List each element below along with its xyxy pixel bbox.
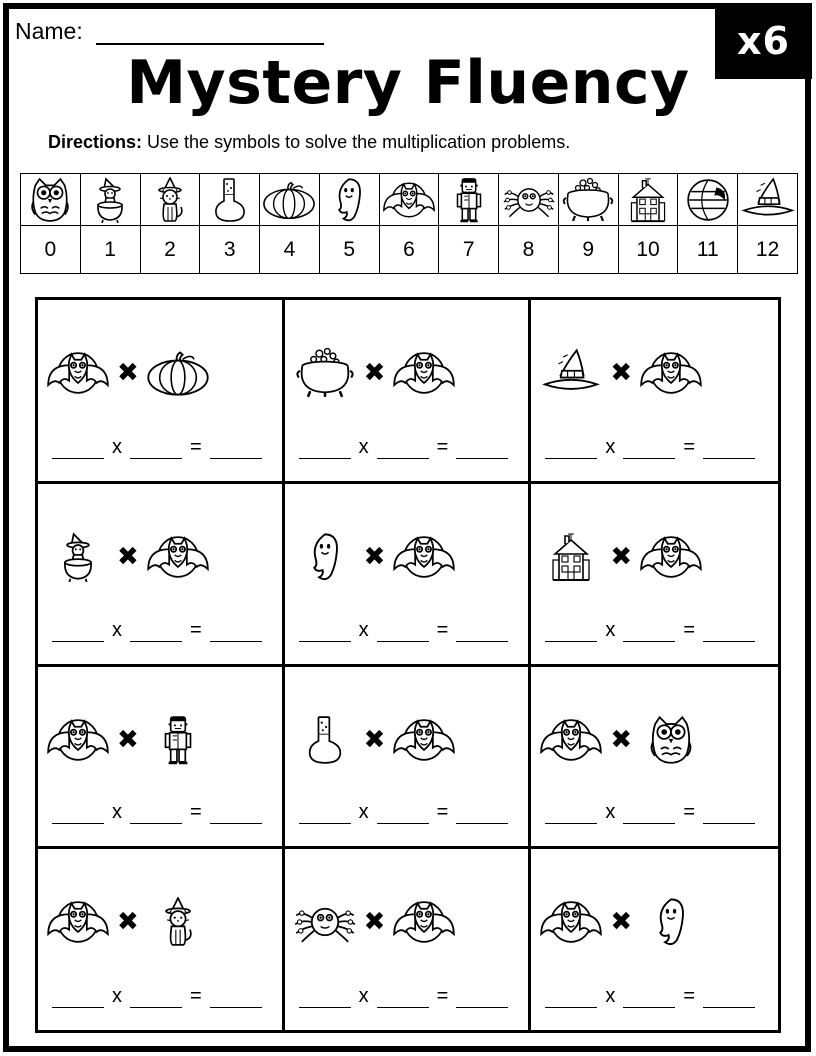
times-sign: x bbox=[605, 801, 616, 823]
bat-moon-icon bbox=[392, 897, 456, 947]
times-symbol: ✖ bbox=[610, 907, 633, 937]
key-column bbox=[21, 174, 81, 273]
product-blank[interactable] bbox=[456, 624, 508, 642]
bat-moon-icon bbox=[46, 897, 110, 947]
key-column bbox=[619, 174, 679, 273]
times-sign: x bbox=[358, 436, 369, 458]
key-symbol-cell bbox=[141, 174, 200, 226]
key-column bbox=[81, 174, 141, 273]
answer-equation bbox=[299, 985, 509, 1008]
equals-sign: = bbox=[436, 436, 449, 458]
product-blank[interactable] bbox=[703, 624, 755, 642]
factor-2-blank[interactable] bbox=[377, 441, 429, 459]
directions bbox=[48, 132, 570, 153]
factor-1-blank[interactable] bbox=[52, 441, 104, 459]
equals-sign: = bbox=[683, 801, 696, 823]
page-title: Mystery Fluency bbox=[126, 48, 690, 118]
key-value: 1 bbox=[104, 237, 116, 261]
key-symbol-cell bbox=[380, 174, 439, 226]
key-symbol-cell bbox=[559, 174, 618, 226]
times-sign: x bbox=[112, 436, 122, 458]
key-value: 7 bbox=[462, 237, 475, 261]
ghost-icon bbox=[322, 177, 376, 223]
problem-cell bbox=[531, 849, 778, 1030]
bat-moon-icon bbox=[46, 348, 110, 398]
times-sign: x bbox=[358, 619, 369, 641]
problem-cell bbox=[531, 300, 778, 484]
bat-moon-icon bbox=[382, 177, 436, 223]
key-column bbox=[200, 174, 260, 273]
problem-cell bbox=[38, 667, 285, 849]
key-column bbox=[738, 174, 797, 273]
equals-sign: = bbox=[190, 619, 202, 641]
problem-symbols bbox=[46, 348, 210, 398]
problem-symbols bbox=[46, 715, 210, 765]
problem-symbols bbox=[293, 715, 457, 765]
product-blank[interactable] bbox=[703, 990, 755, 1008]
cauldron-icon bbox=[561, 177, 615, 223]
factor-2-blank[interactable] bbox=[623, 441, 675, 459]
equals-sign: = bbox=[683, 619, 696, 641]
factor-2-blank[interactable] bbox=[130, 806, 182, 824]
factor-2-blank[interactable] bbox=[130, 624, 182, 642]
factor-1-blank[interactable] bbox=[299, 441, 351, 459]
times-sign: x bbox=[112, 985, 122, 1007]
key-symbol-cell bbox=[320, 174, 379, 226]
potion-flask-icon bbox=[293, 715, 357, 765]
times-table-badge: x6 bbox=[715, 3, 812, 79]
directions-text: Use the symbols to solve the multiplication problems. bbox=[142, 132, 571, 152]
moon-icon bbox=[681, 177, 735, 223]
key-value: 12 bbox=[755, 237, 780, 261]
product-blank[interactable] bbox=[210, 624, 262, 642]
product-blank[interactable] bbox=[703, 441, 755, 459]
times-symbol: ✖ bbox=[363, 358, 386, 388]
key-symbol-cell bbox=[738, 174, 797, 226]
factor-1-blank[interactable] bbox=[52, 624, 104, 642]
problem-symbols bbox=[539, 715, 703, 765]
times-symbol: ✖ bbox=[117, 725, 139, 755]
product-blank[interactable] bbox=[456, 806, 508, 824]
key-value: 10 bbox=[636, 237, 660, 261]
times-symbol: ✖ bbox=[363, 907, 386, 937]
bat-moon-icon bbox=[539, 715, 603, 765]
times-symbol: ✖ bbox=[363, 542, 386, 572]
cat-witch-hat-icon bbox=[143, 177, 197, 223]
frankenstein-icon bbox=[146, 715, 210, 765]
key-value: 5 bbox=[343, 237, 356, 261]
ghost-icon bbox=[293, 532, 357, 582]
name-label: Name: bbox=[15, 18, 83, 44]
haunted-house-icon bbox=[621, 177, 675, 223]
factor-1-blank[interactable] bbox=[299, 990, 351, 1008]
product-blank[interactable] bbox=[210, 990, 262, 1008]
factor-2-blank[interactable] bbox=[377, 990, 429, 1008]
answer-equation bbox=[52, 801, 262, 824]
key-value: 8 bbox=[522, 237, 535, 261]
answer-equation bbox=[545, 985, 755, 1008]
key-symbol-cell bbox=[81, 174, 140, 226]
factor-2-blank[interactable] bbox=[130, 990, 182, 1008]
owl-icon bbox=[23, 177, 77, 223]
times-symbol: ✖ bbox=[610, 358, 633, 388]
equals-sign: = bbox=[683, 985, 696, 1007]
answer-equation bbox=[545, 801, 755, 824]
bat-moon-icon bbox=[392, 532, 456, 582]
answer-equation bbox=[52, 619, 262, 642]
key-value: 3 bbox=[223, 237, 236, 261]
times-symbol: ✖ bbox=[363, 725, 386, 755]
key-value: 9 bbox=[582, 237, 595, 261]
product-blank[interactable] bbox=[210, 806, 262, 824]
product-blank[interactable] bbox=[456, 990, 508, 1008]
spider-icon bbox=[293, 897, 357, 947]
factor-2-blank[interactable] bbox=[130, 441, 182, 459]
problem-cell bbox=[531, 667, 778, 849]
key-column bbox=[380, 174, 440, 273]
answer-equation bbox=[299, 801, 509, 824]
times-sign: x bbox=[358, 985, 369, 1007]
symbol-key-table bbox=[20, 173, 798, 274]
answer-equation bbox=[545, 436, 755, 459]
key-column bbox=[678, 174, 738, 273]
problem-symbols bbox=[539, 897, 703, 947]
key-value: 0 bbox=[44, 237, 57, 261]
answer-equation bbox=[299, 436, 509, 459]
problem-symbols bbox=[539, 348, 703, 398]
factor-1-blank[interactable] bbox=[545, 624, 597, 642]
bat-moon-icon bbox=[639, 348, 703, 398]
problem-symbols bbox=[293, 897, 457, 947]
key-column bbox=[141, 174, 201, 273]
answer-equation bbox=[299, 619, 509, 642]
problem-symbols bbox=[46, 897, 210, 947]
times-symbol: ✖ bbox=[610, 725, 633, 755]
key-column bbox=[439, 174, 499, 273]
problem-cell bbox=[285, 484, 532, 667]
times-sign: x bbox=[605, 985, 616, 1007]
factor-2-blank[interactable] bbox=[623, 990, 675, 1008]
cauldron-icon bbox=[293, 348, 357, 398]
haunted-house-icon bbox=[539, 532, 603, 582]
equals-sign: = bbox=[683, 436, 696, 458]
problem-symbols bbox=[46, 532, 210, 582]
key-value: 2 bbox=[164, 237, 176, 261]
times-symbol: ✖ bbox=[117, 907, 139, 937]
equals-sign: = bbox=[436, 801, 449, 823]
key-column bbox=[499, 174, 559, 273]
factor-1-blank[interactable] bbox=[299, 806, 351, 824]
key-symbol-cell bbox=[21, 174, 80, 226]
equals-sign: = bbox=[190, 801, 202, 823]
problem-cell bbox=[38, 300, 285, 484]
problem-cell bbox=[531, 484, 778, 667]
key-value: 4 bbox=[283, 237, 296, 261]
bat-moon-icon bbox=[146, 532, 210, 582]
key-value: 11 bbox=[696, 237, 719, 261]
equals-sign: = bbox=[190, 985, 202, 1007]
key-symbol-cell bbox=[200, 174, 259, 226]
factor-2-blank[interactable] bbox=[623, 624, 675, 642]
key-column bbox=[320, 174, 380, 273]
problem-cell bbox=[38, 484, 285, 667]
times-symbol: ✖ bbox=[117, 358, 139, 388]
potion-flask-icon bbox=[203, 177, 257, 223]
key-value: 6 bbox=[403, 237, 415, 261]
problem-symbols bbox=[293, 532, 457, 582]
owl-icon bbox=[639, 715, 703, 765]
answer-equation bbox=[52, 436, 262, 459]
spider-icon bbox=[502, 177, 556, 223]
bat-moon-icon bbox=[639, 532, 703, 582]
key-symbol-cell bbox=[619, 174, 678, 226]
bat-moon-icon bbox=[392, 348, 456, 398]
key-symbol-cell bbox=[678, 174, 737, 226]
equals-sign: = bbox=[436, 985, 449, 1007]
problem-cell bbox=[285, 667, 532, 849]
key-column bbox=[260, 174, 320, 273]
factor-2-blank[interactable] bbox=[377, 806, 429, 824]
bat-moon-icon bbox=[46, 715, 110, 765]
witch-cauldron-icon bbox=[83, 177, 137, 223]
pumpkin-icon bbox=[262, 177, 316, 223]
times-sign: x bbox=[605, 436, 616, 458]
times-symbol: ✖ bbox=[117, 542, 139, 572]
cat-witch-hat-icon bbox=[146, 897, 210, 947]
factor-1-blank[interactable] bbox=[52, 990, 104, 1008]
problem-cell bbox=[38, 849, 285, 1030]
pumpkin-icon bbox=[146, 348, 210, 398]
witch-hat-icon bbox=[539, 348, 603, 398]
product-blank[interactable] bbox=[456, 441, 508, 459]
answer-equation bbox=[545, 619, 755, 642]
key-symbol-cell bbox=[499, 174, 558, 226]
times-sign: x bbox=[358, 801, 369, 823]
times-sign: x bbox=[112, 801, 122, 823]
factor-1-blank[interactable] bbox=[545, 441, 597, 459]
factor-2-blank[interactable] bbox=[377, 624, 429, 642]
problem-grid bbox=[35, 297, 781, 1033]
key-column bbox=[559, 174, 619, 273]
key-symbol-cell bbox=[260, 174, 319, 226]
frankenstein-icon bbox=[442, 177, 496, 223]
times-sign: x bbox=[605, 619, 616, 641]
times-sign: x bbox=[112, 619, 122, 641]
key-symbol-cell bbox=[439, 174, 498, 226]
equals-sign: = bbox=[190, 436, 202, 458]
ghost-icon bbox=[639, 897, 703, 947]
problem-symbols bbox=[539, 532, 703, 582]
witch-cauldron-icon bbox=[46, 532, 110, 582]
problem-symbols bbox=[293, 348, 457, 398]
factor-2-blank[interactable] bbox=[623, 806, 675, 824]
problem-cell bbox=[285, 849, 532, 1030]
factor-1-blank[interactable] bbox=[52, 806, 104, 824]
product-blank[interactable] bbox=[210, 441, 262, 459]
factor-1-blank[interactable] bbox=[545, 990, 597, 1008]
product-blank[interactable] bbox=[703, 806, 755, 824]
bat-moon-icon bbox=[392, 715, 456, 765]
times-symbol: ✖ bbox=[610, 542, 633, 572]
name-field[interactable] bbox=[96, 43, 324, 45]
factor-1-blank[interactable] bbox=[299, 624, 351, 642]
witch-hat-icon bbox=[741, 177, 795, 223]
answer-equation bbox=[52, 985, 262, 1008]
factor-1-blank[interactable] bbox=[545, 806, 597, 824]
problem-cell bbox=[285, 300, 532, 484]
directions-label: Directions: bbox=[48, 132, 143, 152]
bat-moon-icon bbox=[539, 897, 603, 947]
equals-sign: = bbox=[436, 619, 449, 641]
